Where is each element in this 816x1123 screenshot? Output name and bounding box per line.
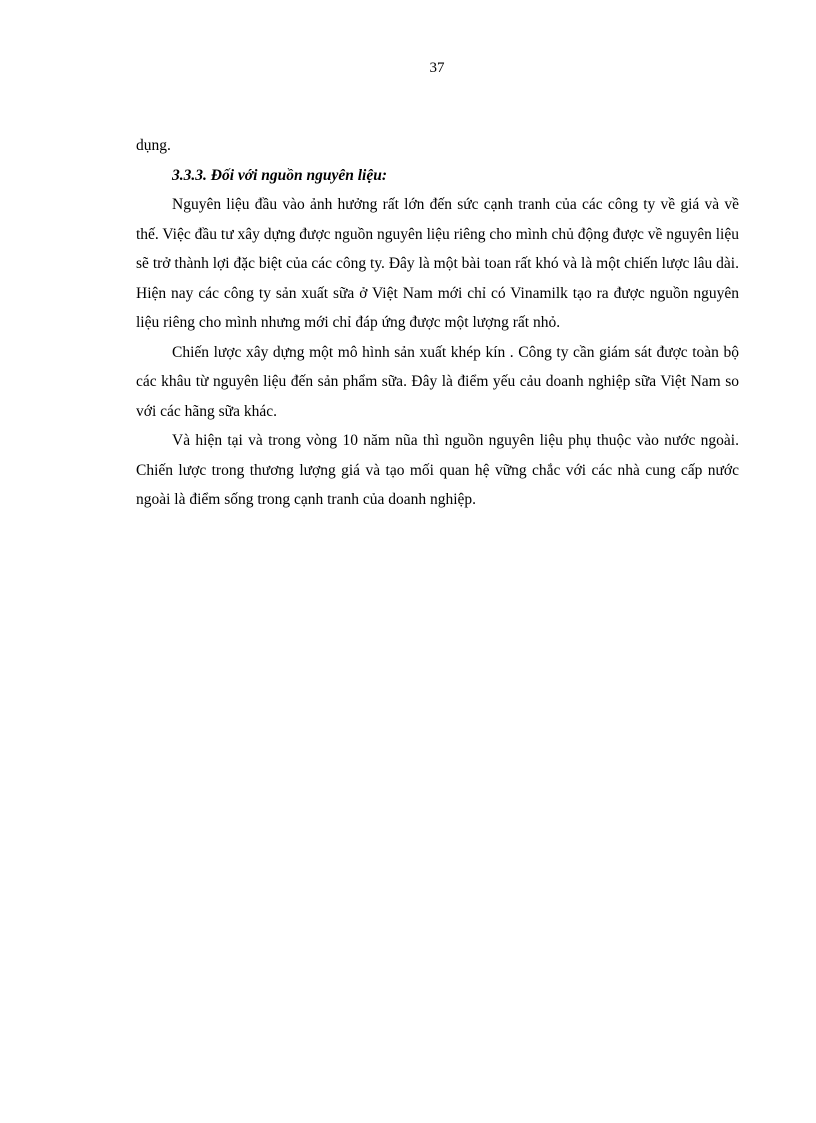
continuation-text: dụng.: [136, 137, 171, 154]
paragraph-foreign-dependence: Và hiện tại và trong vòng 10 năm nũa thì nguồn nguyên liệu phụ thuộc vào nước ngoài. Chiến lược trong thương lượng giá và tạo mối quan hệ vững chắc với các nhà cung cấp nước ngoài là điểm sống trong cạnh tranh của doanh nghiệp.: [136, 432, 739, 508]
paragraph-closed-production: Chiến lược xây dựng một mô hình sản xuất khép kín . Công ty cần giám sát được toàn bộ các khâu từ nguyên liệu đến sản phẩm sữa. Đây là điểm yếu cảu doanh nghiệp sữa Việt Nam so với các hãng sữa khác.: [136, 343, 739, 420]
page-body: [136, 131, 739, 515]
page-number: 37: [429, 60, 445, 76]
paragraph-raw-materials: Nguyên liệu đầu vào ảnh hưởng rất lớn đến sức cạnh tranh của các công ty về giá và về thế. Việc đầu tư xây dựng được nguồn nguyên liệu riêng cho mình chủ động được về nguyên liệu sẽ trở thành lợi đặc biệt của các công ty. Đây là một bài toan rất khó và là một chiến lược lâu dài. Hiện nay các công ty sản xuất sữa ở Việt Nam mới chỉ có Vinamilk tạo ra được nguồn nguyên liệu riêng cho mình nhưng mới chỉ đáp ứng được một lượng rất nhỏ.: [136, 196, 739, 331]
section-heading: 3.3.3. Đối với nguồn nguyên liệu:: [172, 166, 388, 184]
